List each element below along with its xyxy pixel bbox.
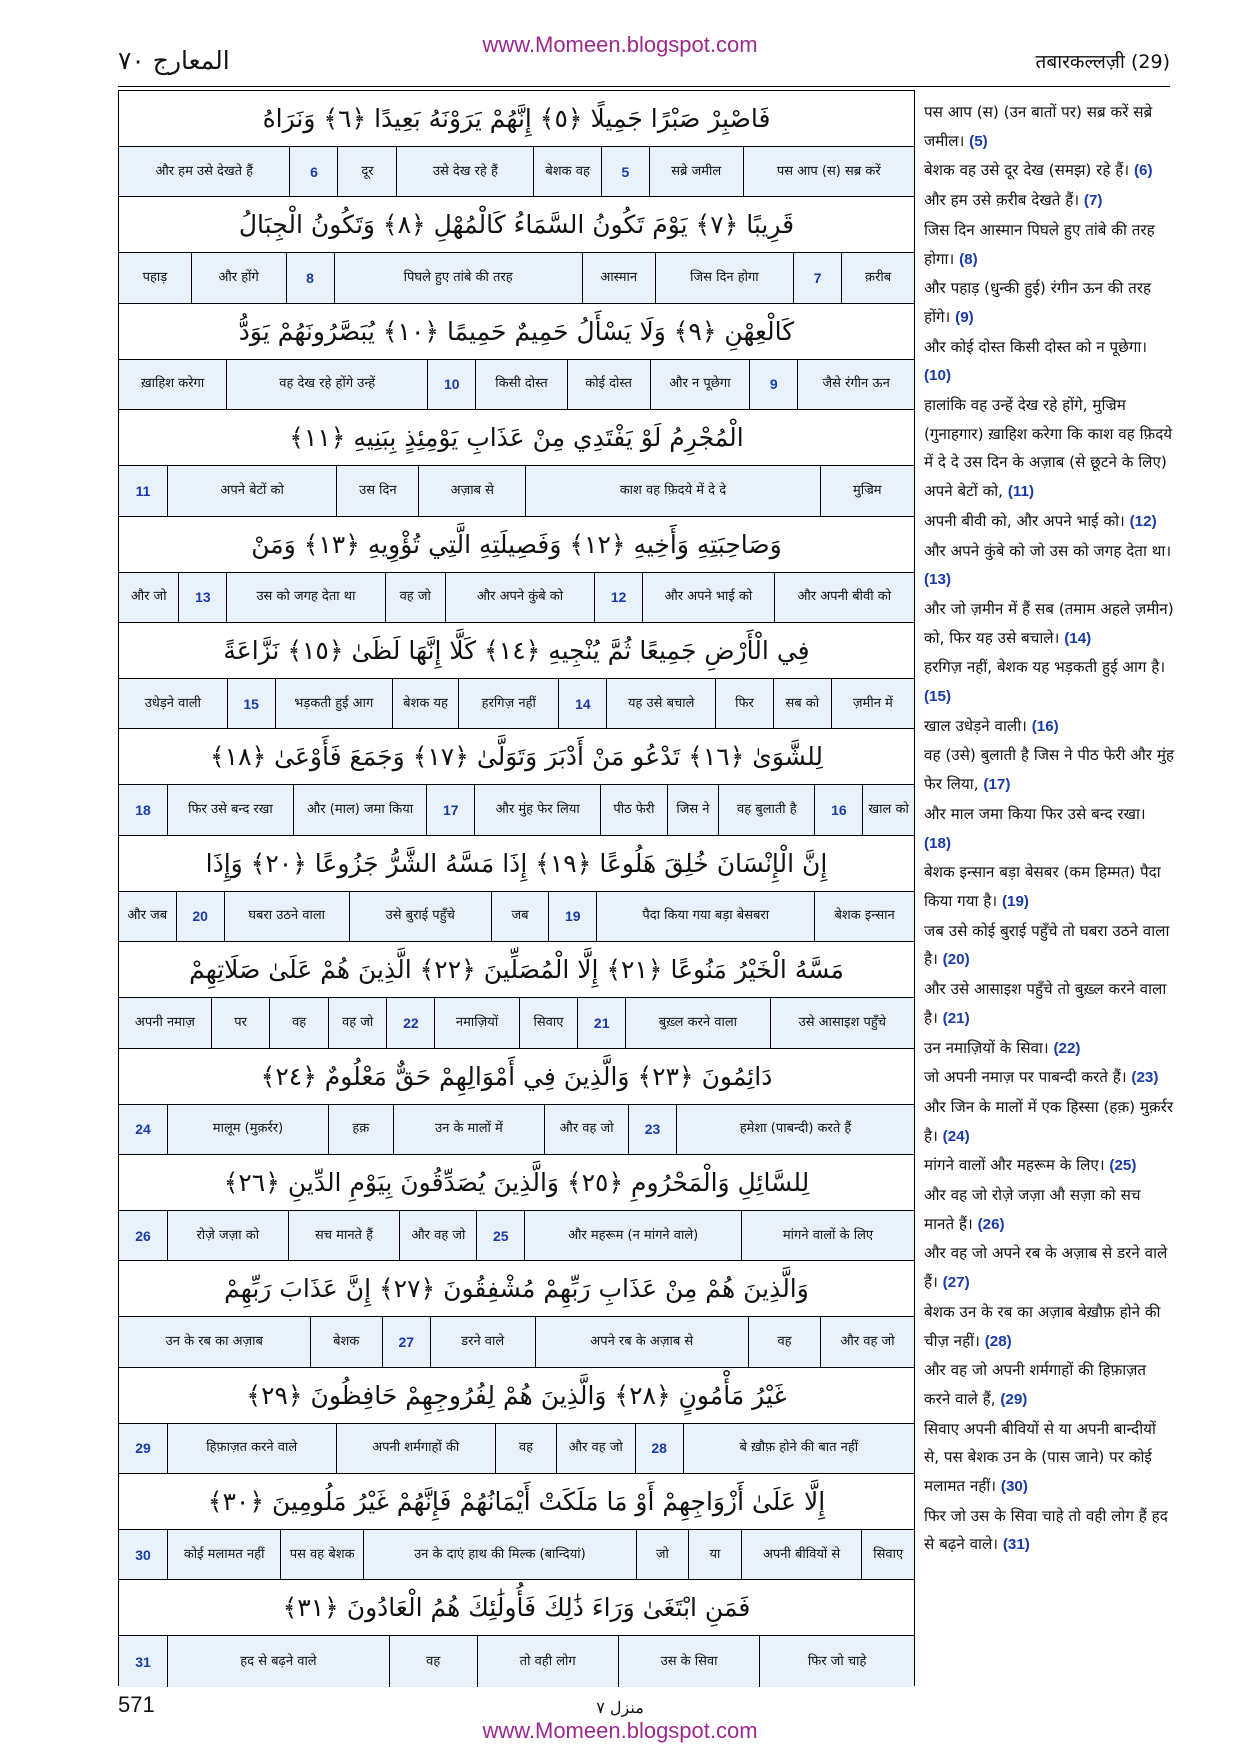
word-meaning-row [119,998,914,1048]
word-meaning-cell: अज़ाब से [418,466,525,515]
word-meaning-cell: और मुंह फेर लिया [474,785,600,834]
translation-text: उन नमाज़ियों के सिवा। [924,1038,1049,1057]
verse-number-cell: 27 [382,1317,430,1366]
translation-verse-number: (13) [924,571,952,589]
verse-number-cell: 10 [427,360,475,409]
arabic-text: مَسَّهُ الْخَيْرُ مَنُوعًا ﴿٢١﴾ إِلَّا الْمُصَلِّينَ ﴿٢٢﴾ الَّذِينَ هُمْ عَلَىٰ صَلَاتِهِمْ [189,955,844,985]
word-meaning-row [119,679,914,729]
word-meaning-cell: घबरा उठने वाला [224,892,349,941]
word-meaning-row [119,1530,914,1580]
translation-verse-number: (17) [983,776,1011,794]
verse-number-cell: 30 [135,1546,151,1563]
word-meaning-row [119,1317,914,1367]
site-url-top[interactable]: www.Momeen.blogspot.com [482,32,758,57]
translation-entry [924,595,1174,653]
word-meaning-row [119,253,914,303]
verse-number-cell: 22 [386,998,434,1047]
word-meaning-cell: उसे बुराई पहुँचे [349,892,491,941]
translation-text: बेशक वह उसे दूर देख (समझ) रहे हैं। [924,161,1130,180]
word-meaning-cell: उस दिन [336,466,418,515]
verse-number-cell: 25 [476,1211,524,1260]
translation-entry [924,1356,1174,1414]
arabic-line [119,91,914,147]
verse-number-cell: 18 [135,802,151,819]
arabic-text: إِلَّا عَلَىٰ أَزْوَاجِهِمْ أَوْ مَا مَلَكَتْ أَيْمَانُهُمْ فَإِنَّهُمْ غَيْرُ مَلُومِينَ ﴿٣٠﴾ [207,1487,826,1517]
arabic-line [119,197,914,253]
word-meaning-cell: और वह जो [556,1424,635,1473]
word-meaning-cell: वह देख रहे होंगे उन्हें [226,360,427,409]
word-meaning-cell: दूर [337,147,396,196]
arabic-text: الْمُجْرِمُ لَوْ يَفْتَدِي مِنْ عَذَابِ يَوْمِئِذٍ بِبَنِيهِ ﴿١١﴾ [289,423,744,453]
arabic-line [119,1474,914,1530]
verse-number-cell: 31 [135,1653,151,1670]
verse-number-cell: 17 [426,785,474,834]
translation-text: और वह जो अपनी शर्मगाहों की हिफ़ाज़त करने वाले हैं, [924,1361,1147,1408]
word-meaning-cell: पिघले हुए तांबे की तरह [334,253,582,302]
translation-verse-number: (9) [955,308,974,326]
word-meaning-cell: पस आप (स) सब्र करें [743,147,915,196]
translation-text: और वह जो रोज़े जज़ा औ सज़ा को सच मानते हैं। [924,1186,1141,1233]
word-meaning-cell: पर [211,998,270,1047]
word-meaning-cell: फिर [715,679,773,728]
word-meaning-cell: उस के सिवा [618,1636,759,1686]
translation-text: और अपने कुंबे को जो उस को जगह देता था। [924,541,1172,560]
translation-text: फिर जो उस के सिवा चाहे तो वही लोग हैं हद से बढ़ने वाले। [924,1506,1168,1554]
word-meaning-row [119,1636,914,1686]
header-rule [118,86,1170,87]
word-meaning-cell: बेशक इन्सान [814,892,914,941]
translation-verse-number: (15) [924,688,952,706]
verse-number-cell: 26 [135,1227,151,1244]
translation-verse-number: (10) [924,367,952,385]
translation-entry [924,1415,1174,1502]
verse-number-cell: 23 [628,1105,676,1154]
word-meaning-cell: खाल को [862,785,914,834]
arabic-text: قَرِيبًا ﴿٧﴾ يَوْمَ تَكُونُ السَّمَاءُ كَالْمُهْلِ ﴿٨﴾ وَتَكُونُ الْجِبَالُ [238,210,795,240]
word-meaning-cell: उधेड़ने वाली [144,695,201,711]
translation-entry [924,274,1174,332]
word-meaning-cell: और महरूम (न मांगने वाले) [524,1211,741,1260]
word-meaning-row [119,785,914,835]
translation-text: और कोई दोस्त किसी दोस्त को न पूछेगा। [924,337,1148,356]
arabic-text: إِنَّ الْإِنْسَانَ خُلِقَ هَلُوعًا ﴿١٩﴾ إِذَا مَسَّهُ الشَّرُّ جَزُوعًا ﴿٢٠﴾ وَإِذَا [205,848,828,878]
word-meaning-cell: पीठ फेरी [600,785,666,834]
translation-text: पस आप (स) (उन बातों पर) सब्र करें सब्रे जमील। [924,103,1153,150]
word-meaning-cell: उन के मालों में [393,1105,544,1154]
verse-number-cell: 9 [749,360,797,409]
translation-text: बेशक उन के रब का अज़ाब बेख़ौफ़ होने की चीज़ नहीं। [924,1302,1161,1350]
word-meaning-cell: अपने रब के अज़ाब से [535,1317,748,1366]
translation-verse-number: (23) [1131,1069,1159,1087]
translation-entry [924,391,1174,507]
arabic-text: دَائِمُونَ ﴿٢٣﴾ وَالَّذِينَ فِي أَمْوَالِهِمْ حَقٌّ مَعْلُومٌ ﴿٢٤﴾ [260,1061,773,1091]
translation-verse-number: (21) [942,1009,970,1027]
verse-number-cell: 24 [135,1121,151,1138]
word-meaning-row [119,1211,914,1261]
word-meaning-cell: अपने बेटों को [167,466,336,515]
verse-number-cell: 16 [814,785,862,834]
verse-grid [118,90,915,1686]
surah-title: المعارج ٧٠ [118,46,230,75]
arabic-text: غَيْرُ مَأْمُونٍ ﴿٢٨﴾ وَالَّذِينَ هُمْ لِفُرُوجِهِمْ حَافِظُونَ ﴿٢٩﴾ [246,1380,787,1410]
word-meaning-cell: वह [269,998,328,1047]
word-meaning-cell: डरने वाले [430,1317,535,1366]
word-meaning-row [119,573,914,623]
site-url-bottom[interactable]: www.Momeen.blogspot.com [482,1718,758,1743]
arabic-text: لِلشَّوَىٰ ﴿١٦﴾ تَدْعُو مَنْ أَدْبَرَ وَتَوَلَّىٰ ﴿١٧﴾ وَجَمَعَ فَأَوْعَىٰ ﴿١٨﴾ [210,742,823,772]
word-meaning-cell: काश वह फ़िदये में दे दे [525,466,819,515]
translation-text: और पहाड़ (धुन्की हुई) रंगीन ऊन की तरह होंगे। [924,279,1152,326]
arabic-line [119,1580,914,1636]
verse-number-cell: 14 [558,679,606,728]
translation-text: बेशक इन्सान बड़ा बेसबर (कम हिम्मत) पैदा किया गया है। [924,863,1161,910]
arabic-text: وَالَّذِينَ هُمْ مِنْ عَذَابِ رَبِّهِمْ مُشْفِقُونَ ﴿٢٧﴾ إِنَّ عَذَابَ رَبِّهِمْ [224,1274,809,1304]
word-meaning-row [119,466,914,516]
word-meaning-cell: हरगिज़ नहीं [458,679,558,728]
translation-verse-number: (27) [942,1274,970,1292]
translation-verse-number: (28) [984,1332,1012,1350]
arabic-text: كَالْعِهْنِ ﴿٩﴾ وَلَا يَسْأَلُ حَمِيمٌ حَمِيمًا ﴿١٠﴾ يُبَصَّرُونَهُمْ يَوَدُّ [238,316,795,346]
word-meaning-cell: वह [748,1317,820,1366]
word-meaning-cell: भड़कती हुई आग [275,679,392,728]
word-meaning-cell: पस वह बेशक [280,1530,363,1579]
translation-entry [924,975,1174,1033]
word-meaning-cell: वह [495,1424,556,1473]
word-meaning-cell: हक़ [328,1105,393,1154]
translation-entry [924,333,1174,391]
translation-verse-number: (29) [1000,1390,1028,1408]
verse-number-cell: 12 [594,573,642,622]
translation-verse-number: (14) [1064,629,1092,647]
translation-text: खाल उधेड़ने वाली। [924,716,1027,735]
translation-entry [924,156,1174,186]
word-meaning-cell: नमाज़ियों [434,998,518,1047]
translation-text: वह (उसे) बुलाती है जिस ने पीठ फेरी और मुंह फेर लिया, [924,746,1174,794]
word-meaning-cell: वह जो [328,998,387,1047]
word-meaning-cell: सिवाए [861,1530,914,1579]
word-meaning-row [119,1424,914,1474]
translation-text: जिस दिन आस्मान पिघले हुए तांबे की तरह होगा। [924,220,1155,268]
translation-entry [924,1298,1174,1356]
translation-verse-number: (22) [1053,1039,1081,1057]
word-meaning-cell: अपनी नमाज़ [134,1014,195,1030]
translation-text: हालांकि वह उन्हें देख रहे होंगे, मुज्रिम (गुनाहगार) ख़ाहिश करेगा कि काश वह फ़िदये में दे दे उस दिन के अज़ाब (से छूटने के लिए) अपने बेटों को, [924,396,1173,501]
word-meaning-cell: बेशक वह [533,147,601,196]
arabic-line [119,410,914,466]
translation-entry [924,741,1174,799]
word-meaning-cell: उसे देख रहे हैं [396,147,533,196]
translation-verse-number: (26) [977,1215,1005,1233]
word-meaning-cell: उस को जगह देता था [226,573,384,622]
manzil-label: منزل ٧ [596,1698,644,1717]
translation-entry [924,507,1174,537]
word-meaning-cell: अपनी बीवियों से [741,1530,862,1579]
word-meaning-cell: किसी दोस्त [475,360,566,409]
verse-number-cell: 7 [793,253,841,302]
translation-verse-number: (30) [1000,1478,1028,1496]
verse-number-cell: 21 [577,998,625,1047]
translation-text: और माल जमा किया फिर उसे बन्द रखा। [924,804,1146,823]
word-meaning-cell: सब को [773,679,831,728]
translation-entry [924,800,1174,858]
translation-entry [924,537,1174,595]
word-meaning-cell: पैदा किया गया बड़ा बेसबरा [596,892,814,941]
translation-text: और वह जो अपने रब के अज़ाब से डरने वाले हैं। [924,1244,1168,1292]
word-meaning-cell: या [688,1530,741,1579]
translation-verse-number: (24) [942,1127,970,1145]
word-meaning-cell: हमेशा (पाबन्दी) करते हैं [676,1105,914,1154]
arabic-line [119,623,914,679]
translation-entry [924,186,1174,216]
arabic-text: فَمَنِ ابْتَغَىٰ وَرَاءَ ذَٰلِكَ فَأُولَٰئِكَ هُمُ الْعَادُونَ ﴿٣١﴾ [282,1593,751,1623]
word-meaning-cell: और वह जो [820,1317,914,1366]
translation-text: जो अपनी नमाज़ पर पाबन्दी करते हैं। [924,1068,1127,1087]
translation-text: और जिन के मालों में एक हिस्सा (हक़) मुक़र्रर है। [924,1097,1174,1145]
translation-text: जब उसे कोई बुराई पहुँचे तो घबरा उठने वाला है। [924,921,1170,969]
word-meaning-cell: वह [389,1636,477,1686]
word-meaning-cell: उन के दाएं हाथ की मिल्क (बान्दियां) [363,1530,636,1579]
translation-text: और हम उसे क़रीब देखते हैं। [924,191,1080,210]
word-meaning-cell: सिवाए [519,998,578,1047]
word-meaning-cell: जब [491,892,549,941]
translation-verse-number: (18) [924,834,952,852]
arabic-text: لِلسَّائِلِ وَالْمَحْرُومِ ﴿٢٥﴾ وَالَّذِينَ يُصَدِّقُونَ بِيَوْمِ الدِّينِ ﴿٢٦﴾ [223,1167,810,1197]
word-meaning-row [119,892,914,942]
word-meaning-cell: अपनी शर्मगाहों की [336,1424,496,1473]
juz-title: तबारकल्लज़ी (29) [1035,51,1170,73]
word-meaning-cell: और न पूछेगा [650,360,750,409]
translation-entry [924,858,1174,916]
verse-number-cell: 29 [135,1440,151,1457]
translation-entry [924,1034,1174,1064]
translation-verse-number: (7) [1083,192,1103,210]
verse-number-cell: 8 [286,253,334,302]
translation-entry [924,653,1174,711]
arabic-line [119,729,914,785]
word-meaning-cell: पहाड़ [142,270,168,286]
word-meaning-cell: जैसे रंगीन ऊन [797,360,914,409]
word-meaning-cell: और वह जो [399,1211,476,1260]
page-number: 571 [118,1692,155,1717]
word-meaning-cell: और होंगे [191,253,286,302]
translation-entry [924,712,1174,742]
arabic-line [119,1261,914,1317]
translation-entry [924,216,1174,274]
translation-text: और उसे आसाइश पहुँचे तो बुख़्ल करने वाला है। [924,980,1167,1027]
translation-verse-number: (19) [1001,892,1029,910]
translation-text: सिवाए अपनी बीवियों से या अपनी बान्दीयों से, पस बेशक उन के (पास जाने) पर कोई मलामत नहीं। [924,1419,1156,1496]
verse-number-cell: 11 [135,482,151,499]
word-meaning-cell: उसे आसाइश पहुँचे [770,998,914,1047]
word-meaning-cell: जिस दिन होगा [655,253,794,302]
word-meaning-cell: मांगने वालों के लिए [741,1211,914,1260]
word-meaning-row [119,147,914,197]
translation-verse-number: (8) [959,250,978,268]
translation-entry [924,98,1174,156]
verse-number-cell: 28 [635,1424,683,1473]
translation-verse-number: (5) [969,132,988,150]
word-meaning-cell: और अपनी बीवी को [774,573,914,622]
arabic-text: وَصَاحِبَتِهِ وَأَخِيهِ ﴿١٢﴾ وَفَصِيلَتِهِ الَّتِي تُؤْوِيهِ ﴿١٣﴾ وَمَنْ [251,529,782,559]
translation-entry [924,917,1174,975]
translation-entry [924,1239,1174,1297]
word-meaning-cell: आस्मान [582,253,655,302]
arabic-line [119,517,914,573]
word-meaning-cell: और वह जो [544,1105,628,1154]
arabic-line [119,1368,914,1424]
word-meaning-cell: हद से बढ़ने वाले [167,1636,389,1686]
word-meaning-cell: रोज़े जज़ा को [167,1211,288,1260]
arabic-text: فِي الْأَرْضِ جَمِيعًا ثُمَّ يُنْجِيهِ ﴿١٤﴾ كَلَّا إِنَّهَا لَظَىٰ ﴿١٥﴾ نَزَّاعَةً [223,635,810,665]
word-meaning-cell: यह उसे बचाले [606,679,715,728]
translation-text: मांगने वालों और महरूम के लिए। [924,1156,1105,1175]
word-meaning-cell: और जब [127,908,168,924]
word-meaning-row [119,360,914,410]
arabic-line [119,1155,914,1211]
arabic-line [119,304,914,360]
word-meaning-cell: और अपने कुंबे को [445,573,594,622]
word-meaning-cell: और हम उसे देखते हैं [155,163,254,179]
word-meaning-cell: मुज्रिम [820,466,914,515]
translation-verse-number: (6) [1133,162,1153,180]
word-meaning-cell: वह जो [385,573,445,622]
translation-entry [924,1502,1174,1560]
translation-entry [924,1181,1174,1239]
word-meaning-cell: बुख़्ल करने वाला [625,998,769,1047]
word-meaning-cell: कोई दोस्त [567,360,650,409]
arabic-text: فَاصْبِرْ صَبْرًا جَمِيلًا ﴿٥﴾ إِنَّهُمْ يَرَوْنَهُ بَعِيدًا ﴿٦﴾ وَنَرَاهُ [262,104,771,133]
word-meaning-cell: मालूम (मुक़र्रर) [167,1105,328,1154]
word-meaning-cell: ख़ाहिश करेगा [140,376,205,392]
word-meaning-cell: हिफ़ाज़त करने वाले [167,1424,336,1473]
verse-number-cell: 13 [178,573,226,622]
word-meaning-cell: ज़मीन में [831,679,914,728]
word-meaning-cell: जिस ने [667,785,719,834]
word-meaning-cell: कोई मलामत नहीं [167,1530,280,1579]
translation-text: हरगिज़ नहीं, बेशक यह भड़कती हुई आग है। [924,658,1166,677]
arabic-line [119,836,914,892]
translation-verse-number: (11) [1007,483,1034,501]
translation-text: और जो ज़मीन में हैं सब (तमाम अहले ज़मीन) को, फिर यह उसे बचाले। [924,599,1174,647]
word-meaning-cell: फिर जो चाहे [759,1636,914,1686]
verse-number-cell: 15 [227,679,275,728]
word-meaning-cell: क़रीब [841,253,914,302]
arabic-line [119,1049,914,1105]
word-meaning-cell: बेशक [310,1317,382,1366]
word-meaning-cell: बेशक यह [392,679,458,728]
translation-entry [924,1063,1174,1093]
word-meaning-cell: फिर उसे बन्द रखा [167,785,293,834]
translation-entry [924,1093,1174,1151]
verse-number-cell: 5 [601,147,649,196]
verse-number-cell: 6 [289,147,337,196]
word-meaning-cell: और जो [130,589,167,605]
word-meaning-cell: और (माल) जमा किया [293,785,426,834]
translation-entry [924,1151,1174,1181]
translation-verse-number: (31) [1002,1536,1030,1554]
word-meaning-cell: सब्रे जमील [649,147,743,196]
verse-number-cell: 19 [548,892,596,941]
word-meaning-cell: सच मानते हैं [288,1211,400,1260]
word-meaning-cell: तो वही लोग [477,1636,618,1686]
translation-text: अपनी बीवी को, और अपने भाई को। [924,511,1125,530]
word-meaning-cell: वह बुलाती है [718,785,814,834]
word-meaning-row [119,1105,914,1155]
translation-verse-number: (20) [942,951,970,969]
translation-verse-number: (25) [1109,1157,1137,1175]
translation-verse-number: (12) [1129,512,1157,530]
arabic-line [119,942,914,998]
word-meaning-cell: बे ख़ौफ़ होने की बात नहीं [683,1424,914,1473]
word-meaning-cell: जो [636,1530,689,1579]
verse-number-cell: 20 [176,892,224,941]
word-meaning-cell: उन के रब का अज़ाब [165,1333,263,1349]
translation-verse-number: (16) [1031,717,1059,735]
translation-column [924,98,1174,1560]
word-meaning-cell: और अपने भाई को [642,573,773,622]
